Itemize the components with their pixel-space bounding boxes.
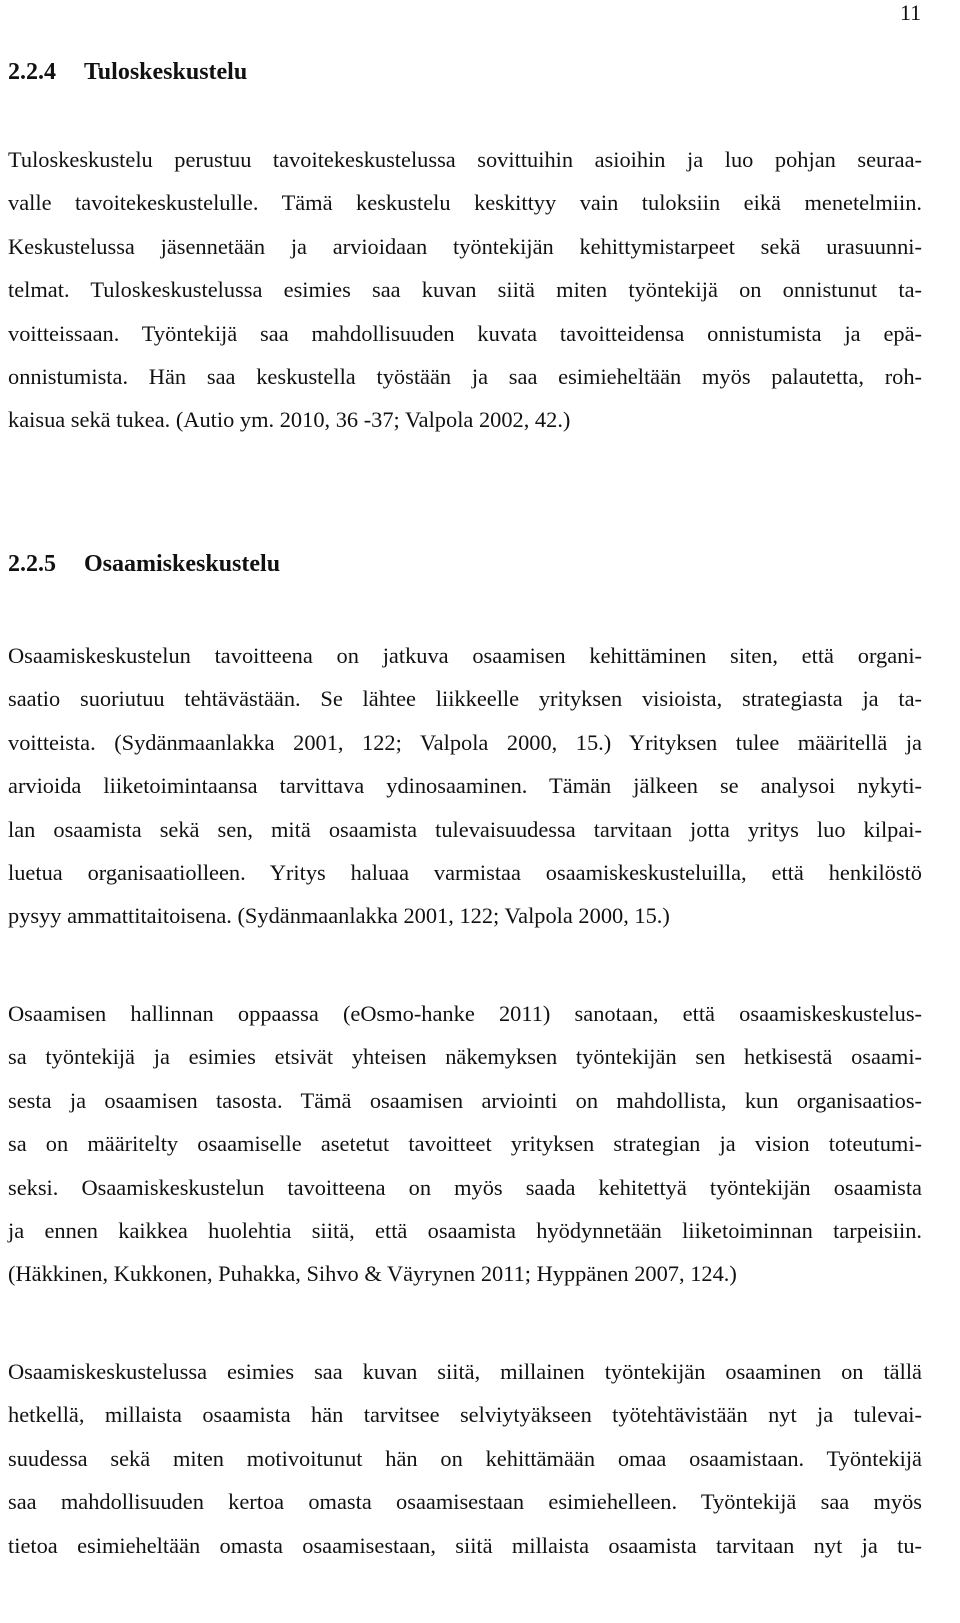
text-line: sa on määritelty osaamiselle asetetut tavoitteet yrityksen strategian ja vision toteutumi- <box>8 1131 922 1157</box>
text-line: (Häkkinen, Kukkonen, Puhakka, Sihvo & Väyrynen 2011; Hyppänen 2007, 124.) <box>8 1261 737 1287</box>
text-line: sesta ja osaamisen tasosta. Tämä osaamisen arviointi on mahdollista, kun organisaatios- <box>8 1087 922 1113</box>
section-number: 2.2.5 <box>8 551 56 577</box>
section-title: Tuloskeskustelu <box>84 59 248 85</box>
text-line: sa työntekijä ja esimies etsivät yhteisen näkemyksen työntekijän sen hetkisestä osaami- <box>8 1044 922 1070</box>
paragraph-osaamiskeskustelu-2 <box>8 992 922 1296</box>
text-line: voitteista. (Sydänmaanlakka 2001, 122; Valpola 2000, 15.) Yrityksen tulee määritellä ja <box>8 729 922 755</box>
text-line: pysyy ammattitaitoisena. (Sydänmaanlakka 2001, 122; Valpola 2000, 15.) <box>8 903 670 929</box>
text-line: luetua organisaatiolleen. Yritys haluaa varmistaa osaamiskeskusteluilla, että henkilöstö <box>8 859 922 885</box>
section-title: Osaamiskeskustelu <box>84 551 281 577</box>
text-line: tietoa esimieheltään omasta osaamisestaan, siitä millaista osaamista tarvitaan nyt ja tu- <box>8 1532 922 1558</box>
text-line: voitteissaan. Työntekijä saa mahdollisuuden kuvata tavoitteidensa onnistumista ja epä- <box>8 320 922 346</box>
text-line: ja ennen kaikkea huolehtia siitä, että osaamista hyödynnetään liiketoiminnan tarpeisiin. <box>8 1217 922 1243</box>
text-line: saatio suoriutuu tehtävästään. Se lähtee liikkeelle yrityksen visioista, strategiasta ja ta- <box>8 686 922 712</box>
text-line: saa mahdollisuuden kertoa omasta osaamisestaan esimiehelleen. Työntekijä saa myös <box>8 1489 922 1515</box>
text-line: Osaamiskeskustelussa esimies saa kuvan siitä, millainen työntekijän osaaminen on tällä <box>8 1359 922 1384</box>
text-line: telmat. Tuloskeskustelussa esimies saa kuvan siitä miten työntekijä on onnistunut ta- <box>8 277 922 303</box>
text-line: Osaamiskeskustelun tavoitteena on jatkuva osaamisen kehittäminen siten, että organi- <box>8 643 922 668</box>
text-line: Tuloskeskustelu perustuu tavoitekeskustelussa sovittuihin asioihin ja luo pohjan seuraa- <box>8 147 922 172</box>
text-line: onnistumista. Hän saa keskustella työstään ja saa esimieheltään myös palautetta, roh- <box>8 363 922 389</box>
section-heading-2-2-4 <box>8 58 247 86</box>
section-number: 2.2.4 <box>8 59 56 85</box>
text-line: valle tavoitekeskustelulle. Tämä keskustelu keskittyy vain tuloksiin eikä menetelmiin. <box>8 190 922 216</box>
section-heading-2-2-5 <box>8 550 280 578</box>
text-line: Osaamisen hallinnan oppaassa (eOsmo-hanke 2011) sanotaan, että osaamiskeskustelus- <box>8 1001 922 1026</box>
page-number: 11 <box>900 0 922 25</box>
paragraph-osaamiskeskustelu-1 <box>8 634 922 938</box>
text-line: lan osaamista sekä sen, mitä osaamista tulevaisuudessa tarvitaan jotta yritys luo kilpai- <box>8 816 922 842</box>
text-line: Keskustelussa jäsennetään ja arvioidaan työntekijän kehittymistarpeet sekä urasuunni- <box>8 233 922 259</box>
paragraph-osaamiskeskustelu-3 <box>8 1350 922 1567</box>
text-line: kaisua sekä tukea. (Autio ym. 2010, 36 -37; Valpola 2002, 42.) <box>8 407 571 433</box>
paragraph-tuloskeskustelu <box>8 138 922 442</box>
text-line: hetkellä, millaista osaamista hän tarvitsee selviytyäkseen työtehtävistään nyt ja tulevai- <box>8 1402 922 1428</box>
text-line: suudessa sekä miten motivoitunut hän on kehittämään omaa osaamistaan. Työntekijä <box>8 1445 922 1471</box>
text-line: arvioida liiketoimintaansa tarvittava ydinosaaminen. Tämän jälkeen se analysoi nykyti- <box>8 773 922 799</box>
text-line: seksi. Osaamiskeskustelun tavoitteena on myös saada kehitettyä työntekijän osaamista <box>8 1174 922 1200</box>
